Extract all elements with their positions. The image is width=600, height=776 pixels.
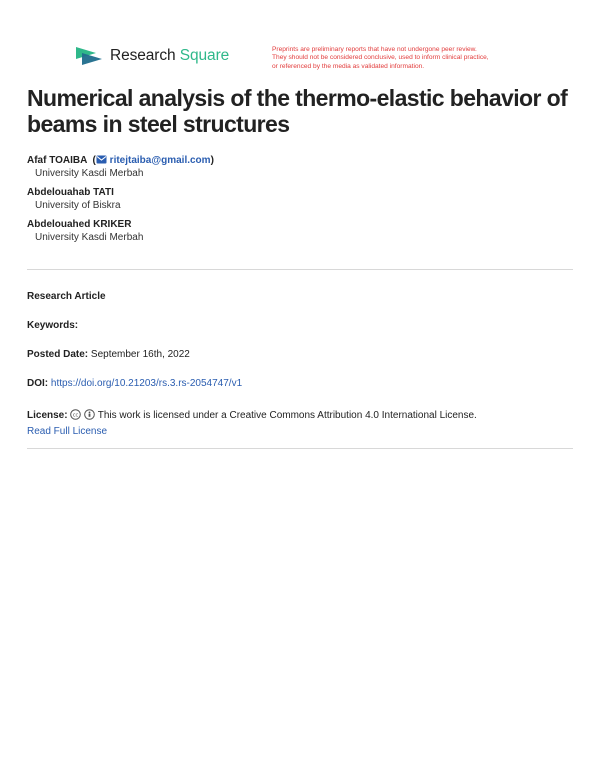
- doi: [27, 378, 242, 389]
- author-affiliation: University Kasdi Merbah: [35, 232, 144, 243]
- author-affiliation: University of Biskra: [35, 200, 121, 211]
- creative-commons-icon: [70, 409, 81, 420]
- posted-date-label: Posted Date:: [27, 349, 89, 360]
- doi-label: DOI:: [27, 378, 49, 389]
- disclaimer-line: They should not be considered conclusive, used to inform clinical practice,: [272, 54, 489, 62]
- brand-name[interactable]: Research Square: [110, 47, 230, 64]
- license-label: License:: [27, 410, 68, 421]
- site-header: [74, 44, 229, 68]
- disclaimer-line: Preprints are preliminary reports that have not undergone peer review.: [272, 46, 477, 53]
- mail-icon: [96, 155, 107, 164]
- author-name: Abdelouahed KRIKER: [27, 219, 132, 230]
- author-affiliation: University Kasdi Merbah: [35, 168, 144, 179]
- doi-link[interactable]: https://doi.org/10.21203/rs.3.rs-2054747/v1: [50, 378, 243, 389]
- disclaimer-line: or referenced by the media as validated information.: [272, 62, 425, 70]
- research-square-logo-icon: [74, 44, 104, 68]
- paper-title: Numerical analysis of the thermo-elastic behavior of beams in steel structures: [27, 85, 568, 137]
- preprint-disclaimer: [272, 46, 537, 71]
- license-text: This work is licensed under a Creative Commons Attribution 4.0 International License.: [97, 410, 477, 421]
- svg-text:cc: cc: [73, 412, 79, 419]
- keywords: Keywords:: [27, 320, 79, 331]
- author-email-link[interactable]: ritejtaiba@gmail.com: [96, 155, 211, 166]
- author-name: Afaf TOAIBA ( ritejtaiba@gmail.com): [27, 155, 214, 166]
- divider: [27, 269, 573, 270]
- article-type: Research Article: [27, 291, 106, 302]
- author-list: [27, 154, 214, 250]
- divider: [27, 448, 573, 449]
- read-full-license-link[interactable]: Read Full License: [27, 426, 108, 437]
- posted-date-value: September 16th, 2022: [90, 349, 190, 360]
- posted-date: [27, 349, 190, 360]
- license: [27, 408, 477, 440]
- author-name: Abdelouahab TATI: [27, 187, 114, 198]
- attribution-icon: [84, 409, 95, 420]
